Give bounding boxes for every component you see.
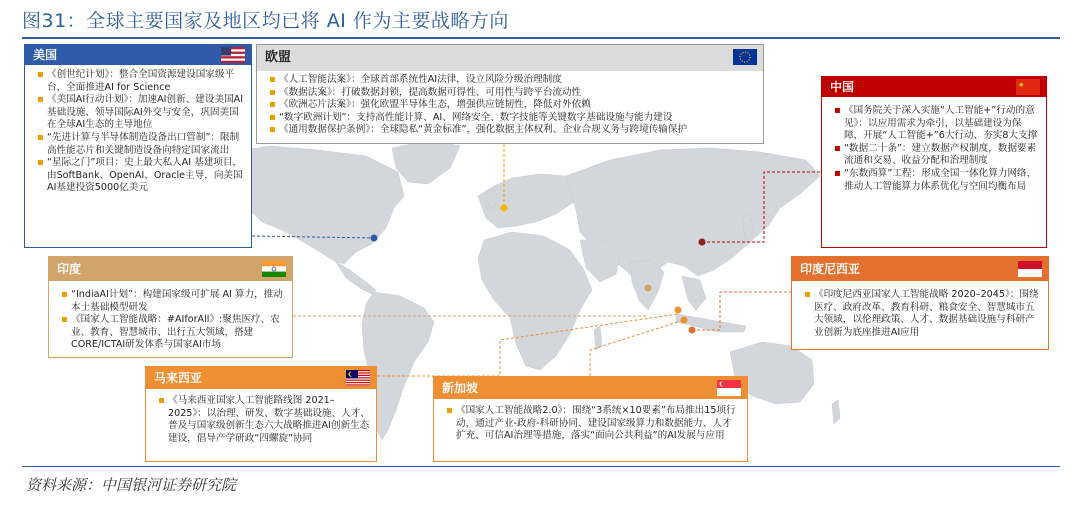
marker-china [699,239,706,246]
bottom-rule [22,466,1060,467]
region-name-malaysia: 马来西亚 [154,371,203,385]
region-header-singapore [434,377,747,399]
source-note: 资料来源：中国银河证券研究院 [26,476,237,494]
region-item-eu-1: ▪ 《数据法案》：打破数据封锁，提高数据可得性、可用性与跨平台流动性 [269,87,757,100]
landmass-central-america [336,262,376,294]
region-item-india-1: ▪ 《国家人工智能战略：#AIforAll》:聚焦医疗、农业、教育、智慧城市、出行五大领域，搭建CORE/ICTAI研发体系与国家AI市场 [61,314,286,352]
region-header-china [822,77,1046,97]
region-card-india [48,256,293,358]
region-name-india: 印度 [57,262,82,276]
region-item-china-2: ▪ “东数西算”工程：形成全国一体化算力网络，推动人工智能算力体系优化与空间均衡布局 [834,168,1040,193]
china-flag-icon [1016,79,1040,95]
landmass-africa [478,232,592,370]
region-card-singapore [433,376,748,462]
landmass-indonesia [676,314,746,332]
region-item-china-0: ▪ 《国务院关于深入实施“人工智能+”行动的意见》：以应用需求为牵引，以基础建设为保障，开展“人工智能+”6大行动、夯实8大支撑 [834,105,1040,143]
marker-eu [501,205,508,212]
region-name-us: 美国 [33,48,58,62]
landmass-north-america [232,146,404,264]
us-flag-icon [221,47,245,63]
region-name-eu: 欧盟 [265,50,292,65]
connector-singapore [590,320,684,376]
region-item-malaysia-0: ▪ 《马来西亚国家人工智能路线图 2021–2025》：以治理、研发、数字基础设施、人才、普及与国家级创新生态六大战略推进AI创新生态建设，倡导产学研政“四螺旋”协同 [158,395,370,445]
region-header-indonesia [792,257,1048,281]
region-name-indonesia: 印度尼西亚 [800,262,861,276]
region-item-eu-0: ▪ 《人工智能法案》：全球首部系统性AI法律，设立风险分级治理制度 [269,74,757,87]
region-name-china: 中国 [830,80,855,94]
marker-india [645,285,652,292]
marker-indonesia [689,327,696,334]
figure-title: 图31：全球主要国家及地区均已将 AI 作为主要战略方向 [22,10,509,32]
region-item-eu-4: ▪ 《通用数据保护条例》：全球隐私“黄金标准”，强化数据主体权利、企业合规义务与跨境传输保护 [269,124,757,137]
marker-malaysia [675,307,682,314]
singapore-flag-icon [717,380,741,396]
landmass-new-zealand [832,400,840,424]
region-item-eu-3: ▪ “数字欧洲计划”：支持高性能计算、AI、网络安全、数字技能等关键数字基础设施与能力建设 [269,112,757,125]
region-card-indonesia [791,256,1049,350]
region-header-eu [257,45,763,71]
eu-flag-icon [733,49,757,65]
region-card-china [821,76,1047,248]
indonesia-flag-icon [1018,261,1042,277]
region-name-singapore: 新加坡 [442,381,479,395]
region-item-us-2: ▪ “先进计算与半导体制造设备出口管制”：限制高性能芯片和关键制造设备向特定国家流出 [37,132,245,157]
region-header-malaysia [146,367,376,389]
landmass-greenland [392,140,460,184]
region-item-indonesia-0: ▪ 《印度尼西亚国家人工智能战略 2020–2045》：围绕医疗、政府改革、教育科研、粮食安全、智慧城市五大领域，以伦理政策、人才、数据基础设施与科研产业创新为底座推进AI应用 [804,289,1042,339]
svg-text:★: ★ [1018,81,1025,89]
region-card-malaysia [145,366,377,462]
marker-us [371,235,378,242]
region-card-us [24,44,252,248]
marker-singapore [681,317,688,324]
region-header-india [49,257,292,281]
region-card-eu [256,44,764,144]
landmass-southeast-asia [682,276,706,310]
india-flag-icon [262,261,286,277]
region-header-us [25,45,251,65]
region-item-india-0: ▪ “IndiaAI计划”：构建国家级可扩展 AI 算力，推动本土基础模型研发 [61,289,286,314]
malaysia-flag-icon [346,370,370,386]
region-item-us-0: ▪ 《创世纪计划》：整合全国资源建设国家级平台，全面推进AI for Science [37,69,245,94]
region-item-us-1: ▪ 《美国AI行动计划》：加速AI创新、建设美国AI基础设施、领导国际AI外交与安全，巩固美国在全球AI生态的主导地位 [37,94,245,132]
region-item-singapore-0: ▪ 《国家人工智能战略2.0》：围绕“3系统×10要素”布局推出15项行动，通过产业-政府-科研协同、建设国家级算力和数据能力、人才扩充、可信AI治理等措施，落实“面向公共利益”的AI发展与应用 [446,405,741,443]
region-item-eu-2: ▪ 《欧洲芯片法案》：强化欧盟半导体生态，增强供应链韧性，降低对外依赖 [269,99,757,112]
region-item-us-3: ▪ “星际之门”项目：史上最大私人AI 基建项目，由SoftBank、OpenAI、Oracle主导，向美国AI基建投资5000亿美元 [37,157,245,195]
region-item-china-1: ▪ “数据二十条”：建立数据产权制度，数据要素流通和交易、收益分配和治理制度 [834,143,1040,168]
